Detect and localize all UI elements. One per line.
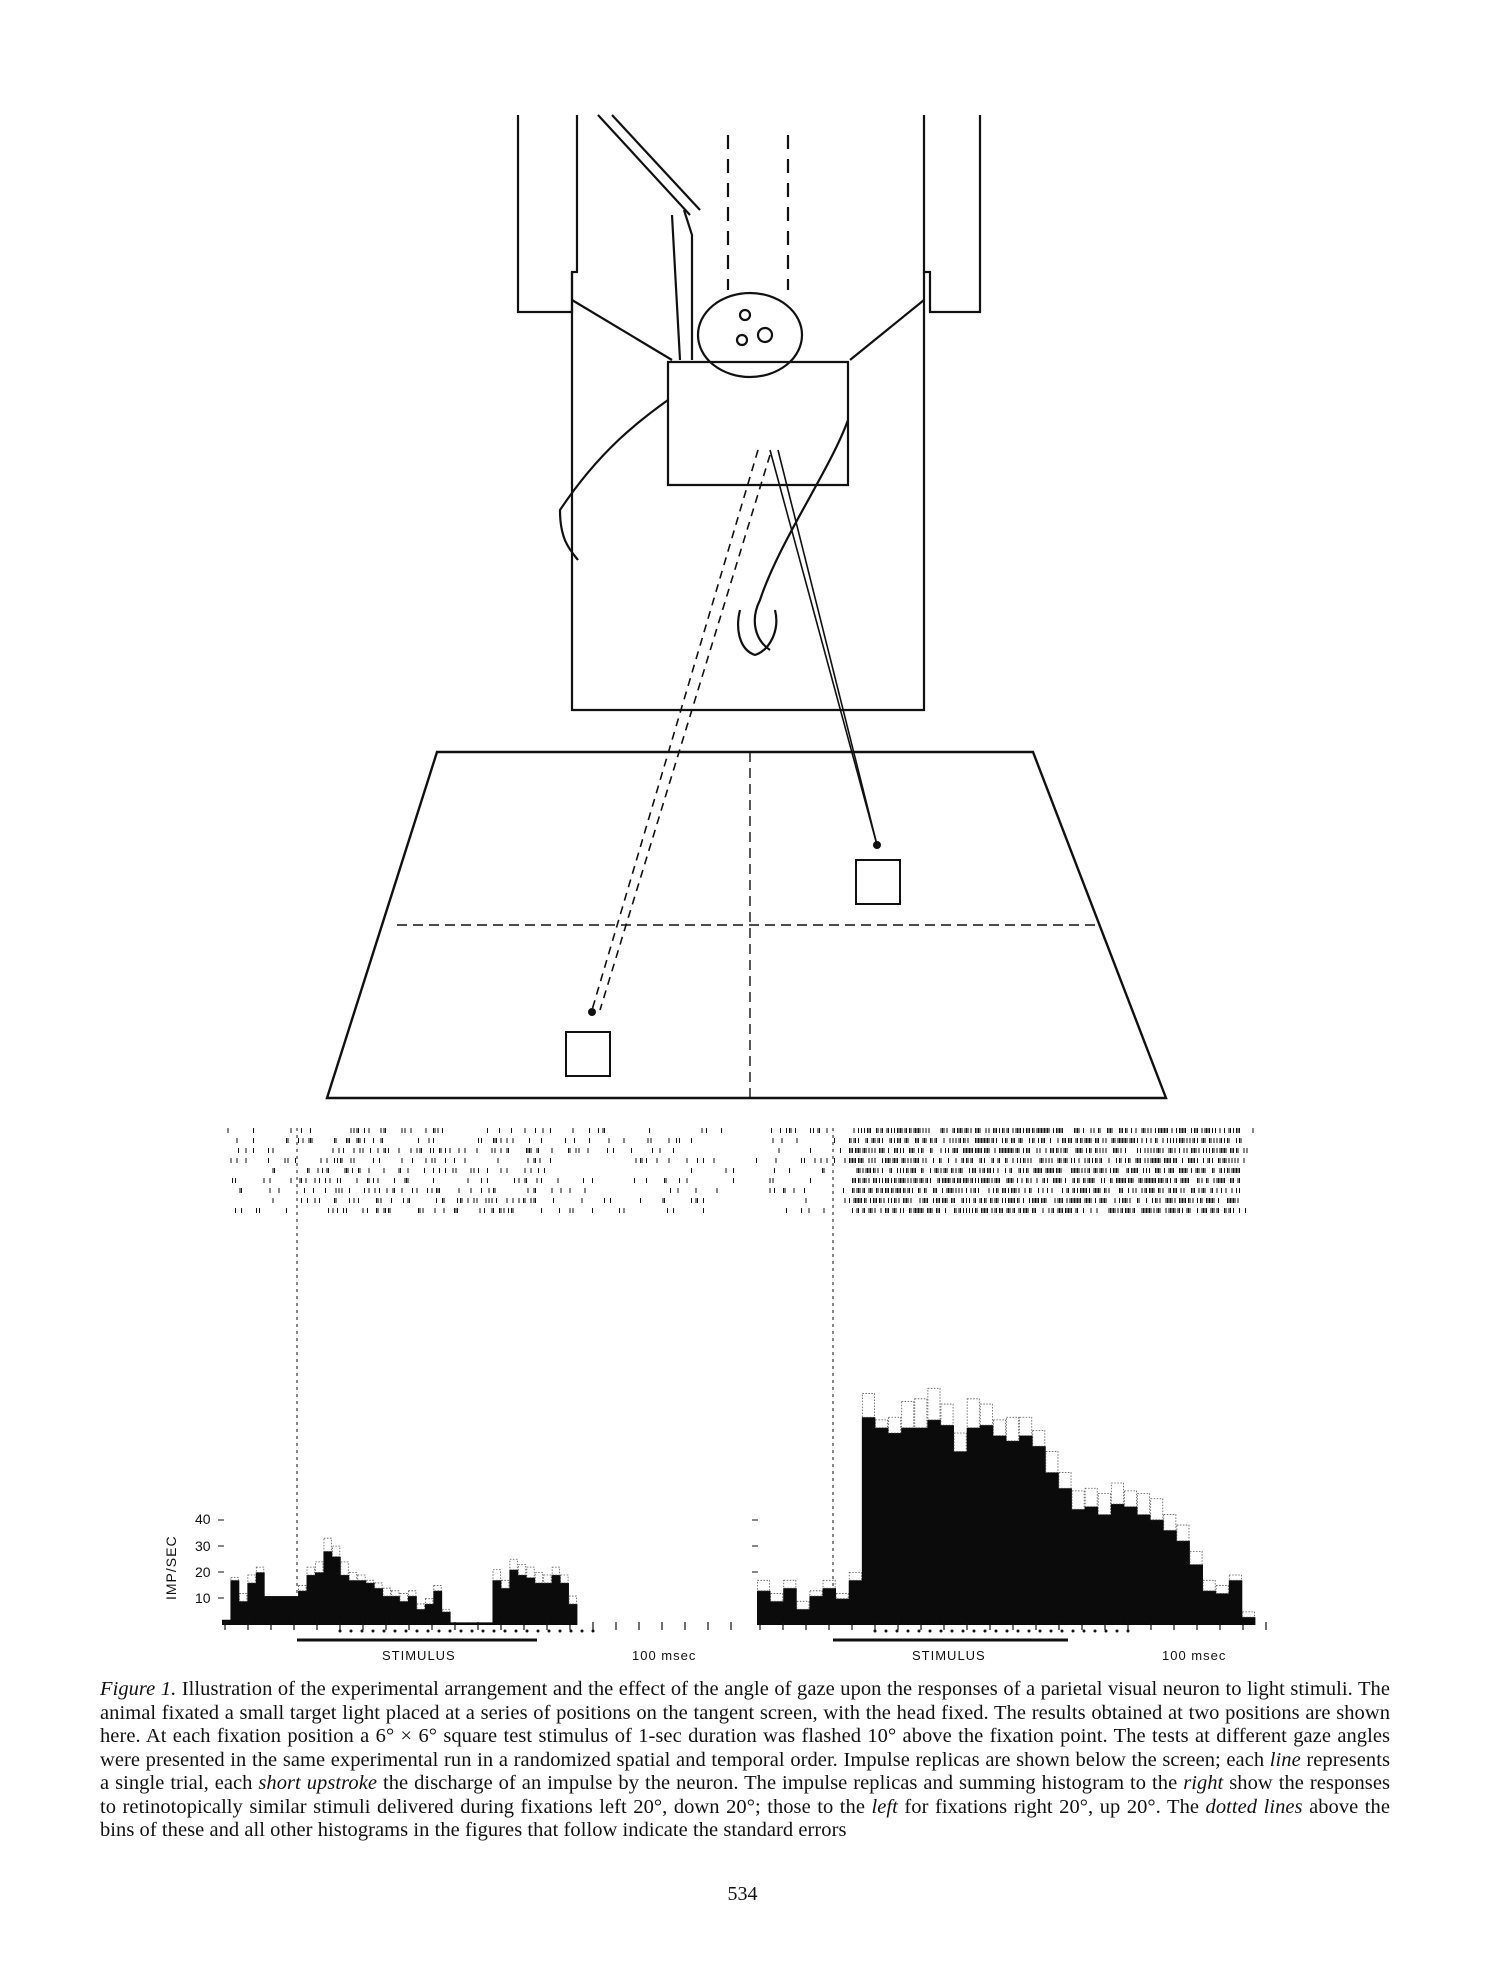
histogram-bar: [1058, 1488, 1072, 1625]
histogram-bar: [1032, 1446, 1046, 1625]
histogram-error-bar: [797, 1601, 809, 1609]
histogram-bar: [526, 1578, 535, 1625]
histogram-bar: [560, 1583, 569, 1625]
histogram-bar: [1216, 1593, 1230, 1625]
histogram-bar: [256, 1572, 265, 1625]
histogram-error-bar: [1111, 1483, 1123, 1504]
stimulus-label-right: STIMULUS: [912, 1648, 986, 1663]
histogram-bar: [518, 1575, 527, 1625]
histogram-error-bar: [1059, 1472, 1071, 1488]
histogram-error-bar: [375, 1583, 382, 1588]
histogram-error-bar: [1033, 1430, 1045, 1446]
histogram-bar: [298, 1591, 307, 1625]
histogram-bar: [239, 1601, 248, 1625]
histogram-error-bar: [1098, 1494, 1110, 1515]
time-scale-label-left: 100 msec: [632, 1648, 697, 1663]
histogram-bar: [1242, 1617, 1256, 1625]
time-scale-label-right: 100 msec: [1162, 1648, 1227, 1663]
histogram-bar: [888, 1433, 902, 1625]
histogram-bar: [492, 1580, 501, 1625]
histogram-error-bar: [366, 1580, 373, 1583]
histogram-error-bar: [544, 1575, 551, 1583]
fixation-point-right: [874, 842, 881, 849]
histogram-bar: [1137, 1515, 1151, 1625]
figure-label: Figure 1.: [100, 1678, 177, 1700]
histogram-error-bar: [771, 1593, 783, 1601]
histogram-bar: [1176, 1541, 1190, 1625]
histogram-bar: [332, 1557, 341, 1625]
histogram-bar: [552, 1575, 561, 1625]
histogram-error-bar: [1072, 1491, 1084, 1509]
histogram-bar: [569, 1604, 578, 1625]
histogram-bar: [247, 1583, 256, 1625]
histogram-bar: [927, 1420, 941, 1625]
histogram-error-bar: [510, 1559, 517, 1570]
histogram-bar: [1072, 1509, 1086, 1625]
histogram-bar: [230, 1580, 239, 1625]
histogram-bar: [315, 1572, 324, 1625]
histogram-bar: [222, 1620, 231, 1625]
histogram-error-bar: [248, 1575, 255, 1583]
histogram-bar: [1203, 1591, 1217, 1625]
page-number: 534: [727, 1883, 758, 1905]
histogram-bar: [264, 1596, 273, 1625]
histogram-error-bar: [954, 1433, 966, 1451]
histogram-error-bar: [1151, 1499, 1163, 1520]
histogram-bar: [467, 1622, 476, 1625]
histogram-bar: [862, 1417, 876, 1625]
histogram-error-bar: [442, 1609, 449, 1612]
histogram-bar: [1085, 1507, 1099, 1625]
histogram-error-bar: [561, 1575, 568, 1583]
histogram-error-bar: [1020, 1417, 1032, 1435]
histogram-error-bar: [239, 1593, 246, 1601]
y-axis-unit-label: IMP/SEC: [163, 1535, 179, 1600]
histogram-error-bar: [784, 1580, 796, 1588]
histogram-error-bar: [358, 1575, 365, 1580]
histogram-error-bar: [810, 1591, 822, 1596]
histogram-error-bar: [256, 1567, 263, 1572]
caption-text: show the responses to retinotopically similar stimuli delivered during fixations left 20°, down 20°; those to the: [100, 1772, 1390, 1818]
histogram-error-bar: [383, 1588, 390, 1596]
histogram-error-bar: [902, 1401, 914, 1427]
histogram-bar: [442, 1612, 451, 1625]
fixation-point-left: [589, 1009, 596, 1016]
histogram-bar: [476, 1622, 485, 1625]
histogram-bar: [823, 1588, 837, 1625]
histogram-error-bar: [1164, 1515, 1176, 1531]
histogram-bar: [273, 1596, 282, 1625]
caption-emphasis: right: [1183, 1772, 1224, 1794]
histogram-error-bar: [231, 1578, 238, 1581]
stimulus-square-lower-left: [566, 1032, 610, 1076]
histogram-error-bar: [299, 1586, 306, 1591]
histogram-error-bar: [392, 1591, 399, 1596]
histogram-error-bar: [928, 1388, 940, 1420]
histogram-error-bar: [1046, 1451, 1058, 1472]
histogram-bar: [400, 1601, 409, 1625]
gaze-lines: [592, 450, 877, 1010]
histogram-error-bar: [758, 1580, 770, 1591]
y-tick-label: 30: [195, 1538, 211, 1554]
histogram-bar: [875, 1428, 889, 1625]
histogram-error-bar: [341, 1562, 348, 1575]
histogram-error-bar: [1216, 1586, 1228, 1594]
histogram-error-bar: [332, 1546, 339, 1557]
caption-text: above the bins of these and all other histograms in the figures that follow indicate the standard errors: [100, 1795, 1390, 1841]
histogram-error-bar: [408, 1591, 415, 1596]
histogram-error-bar: [349, 1572, 356, 1580]
histogram-bar: [940, 1425, 954, 1625]
histogram-error-bar: [980, 1404, 992, 1425]
primate-chair-drawing: [518, 115, 980, 710]
histogram-bar: [416, 1609, 425, 1625]
histogram-error-bar: [400, 1593, 407, 1601]
histogram-error-bar: [967, 1399, 979, 1428]
histogram-bar: [954, 1451, 968, 1625]
histogram-bar: [809, 1596, 823, 1625]
histogram-bar: [1150, 1520, 1164, 1625]
histogram-error-bar: [527, 1567, 534, 1578]
histogram-bar: [1098, 1515, 1112, 1625]
histogram-bar: [374, 1588, 383, 1625]
histogram-bar: [993, 1436, 1007, 1625]
histogram-bar: [901, 1428, 915, 1625]
histogram-error-bar: [1242, 1612, 1254, 1617]
stimulus-square-upper-right: [856, 860, 900, 904]
histogram-bar: [408, 1596, 417, 1625]
histogram-error-bar: [889, 1417, 901, 1433]
histogram-bar: [340, 1575, 349, 1625]
histogram-error-bar: [324, 1538, 331, 1551]
histogram-bar: [1045, 1472, 1059, 1625]
histogram-error-bar: [501, 1580, 508, 1588]
histogram-bar: [1019, 1436, 1033, 1625]
figure-caption: [100, 1678, 1390, 1843]
histogram-bar: [501, 1588, 510, 1625]
tangent-screen: [327, 752, 1166, 1098]
histogram-bar: [783, 1588, 797, 1625]
histogram-bar: [535, 1583, 544, 1625]
caption-text: represents a single trial, each: [100, 1748, 1390, 1794]
histogram-bar: [543, 1583, 552, 1625]
histogram-bar: [770, 1601, 784, 1625]
histogram-error-bar: [1177, 1525, 1189, 1541]
histogram-error-bar: [307, 1567, 314, 1575]
histogram-bar: [383, 1596, 392, 1625]
histogram-error-bar: [1138, 1494, 1150, 1515]
histogram-error-bar: [493, 1570, 500, 1581]
histogram-bar: [366, 1583, 375, 1625]
caption-emphasis: line: [1269, 1748, 1301, 1771]
histogram-error-bar: [915, 1399, 927, 1428]
histogram-bar: [1006, 1441, 1020, 1625]
y-tick-label: 10: [195, 1590, 211, 1606]
histogram-bar: [281, 1596, 290, 1625]
histogram-error-bar: [849, 1572, 861, 1580]
histogram-error-bar: [1190, 1551, 1202, 1564]
histogram-error-bar: [1124, 1491, 1136, 1507]
histogram-error-bar: [569, 1596, 576, 1604]
impulse-replicas-right: [757, 1128, 1254, 1213]
histogram-error-bar: [535, 1572, 542, 1583]
histogram-bar: [290, 1596, 299, 1625]
histogram-bar: [796, 1609, 810, 1625]
histogram-right: [757, 1388, 1255, 1625]
histogram-error-bar: [875, 1420, 887, 1428]
histogram-bar: [1229, 1580, 1243, 1625]
histogram-error-bar: [552, 1567, 559, 1575]
histogram-error-bar: [1229, 1575, 1241, 1580]
histogram-error-bar: [315, 1562, 322, 1573]
histogram-bar: [980, 1425, 994, 1625]
caption-emphasis: short upstroke: [258, 1772, 377, 1794]
histogram-bar: [425, 1604, 434, 1625]
histogram-bar: [391, 1596, 400, 1625]
caption-emphasis: dotted lines: [1205, 1795, 1303, 1818]
histogram-bar: [1189, 1565, 1203, 1625]
histogram-bar: [1111, 1504, 1125, 1625]
histogram-bar: [307, 1575, 316, 1625]
histogram-bar: [433, 1591, 442, 1625]
caption-text: the discharge of an impulse by the neuron. The impulse replicas and summing histogram to the: [377, 1772, 1184, 1794]
histogram-error-bar: [417, 1604, 424, 1609]
histogram-left: [222, 1538, 577, 1625]
histogram-error-bar: [1085, 1488, 1097, 1506]
histogram-bar: [357, 1580, 366, 1625]
histogram-error-bar: [993, 1420, 1005, 1436]
histogram-error-bar: [425, 1599, 432, 1604]
y-tick-label: 40: [195, 1511, 211, 1527]
histogram-error-bar: [434, 1586, 441, 1591]
histogram-bar: [484, 1622, 493, 1625]
histogram-bar: [836, 1599, 850, 1625]
histogram-error-bar: [862, 1394, 874, 1418]
histogram-bar: [509, 1570, 518, 1625]
caption-text: Illustration of the experimental arrangement and the effect of the angle of gaze upon the responses of a parietal visual neuron to light stimuli. The animal fixated a small target light placed at a series of positions on the tangent screen, with the head fixed. The results obtained at two positions are shown here. At each fixation position a 6° × 6° square test stimulus of 1-sec duration was flashed 10° above the fixation point. The tests at different gaze angles were presented in the same experimental run in a randomized spatial and temporal order. Impulse replicas are shown below the screen; each: [100, 1678, 1390, 1771]
histogram-bar: [967, 1428, 981, 1625]
histogram-bar: [323, 1551, 332, 1625]
histogram-bar: [914, 1428, 928, 1625]
histogram-bar: [757, 1591, 771, 1625]
histogram-error-bar: [941, 1404, 953, 1425]
histogram-error-bar: [1203, 1580, 1215, 1591]
caption-text: for fixations right 20°, up 20°. The: [897, 1795, 1206, 1818]
histogram-error-bar: [836, 1593, 848, 1598]
histogram-bar: [459, 1622, 468, 1625]
histogram-bar: [349, 1580, 358, 1625]
impulse-replicas-left: [228, 1128, 734, 1213]
histogram-bar: [849, 1580, 863, 1625]
caption-emphasis: left: [871, 1795, 898, 1818]
histogram-bar: [1163, 1530, 1177, 1625]
histogram-error-bar: [518, 1565, 525, 1576]
histogram-error-bar: [1007, 1417, 1019, 1441]
y-tick-label: 20: [195, 1564, 211, 1580]
stimulus-label-left: STIMULUS: [382, 1648, 456, 1663]
histogram-bar: [1124, 1507, 1138, 1625]
